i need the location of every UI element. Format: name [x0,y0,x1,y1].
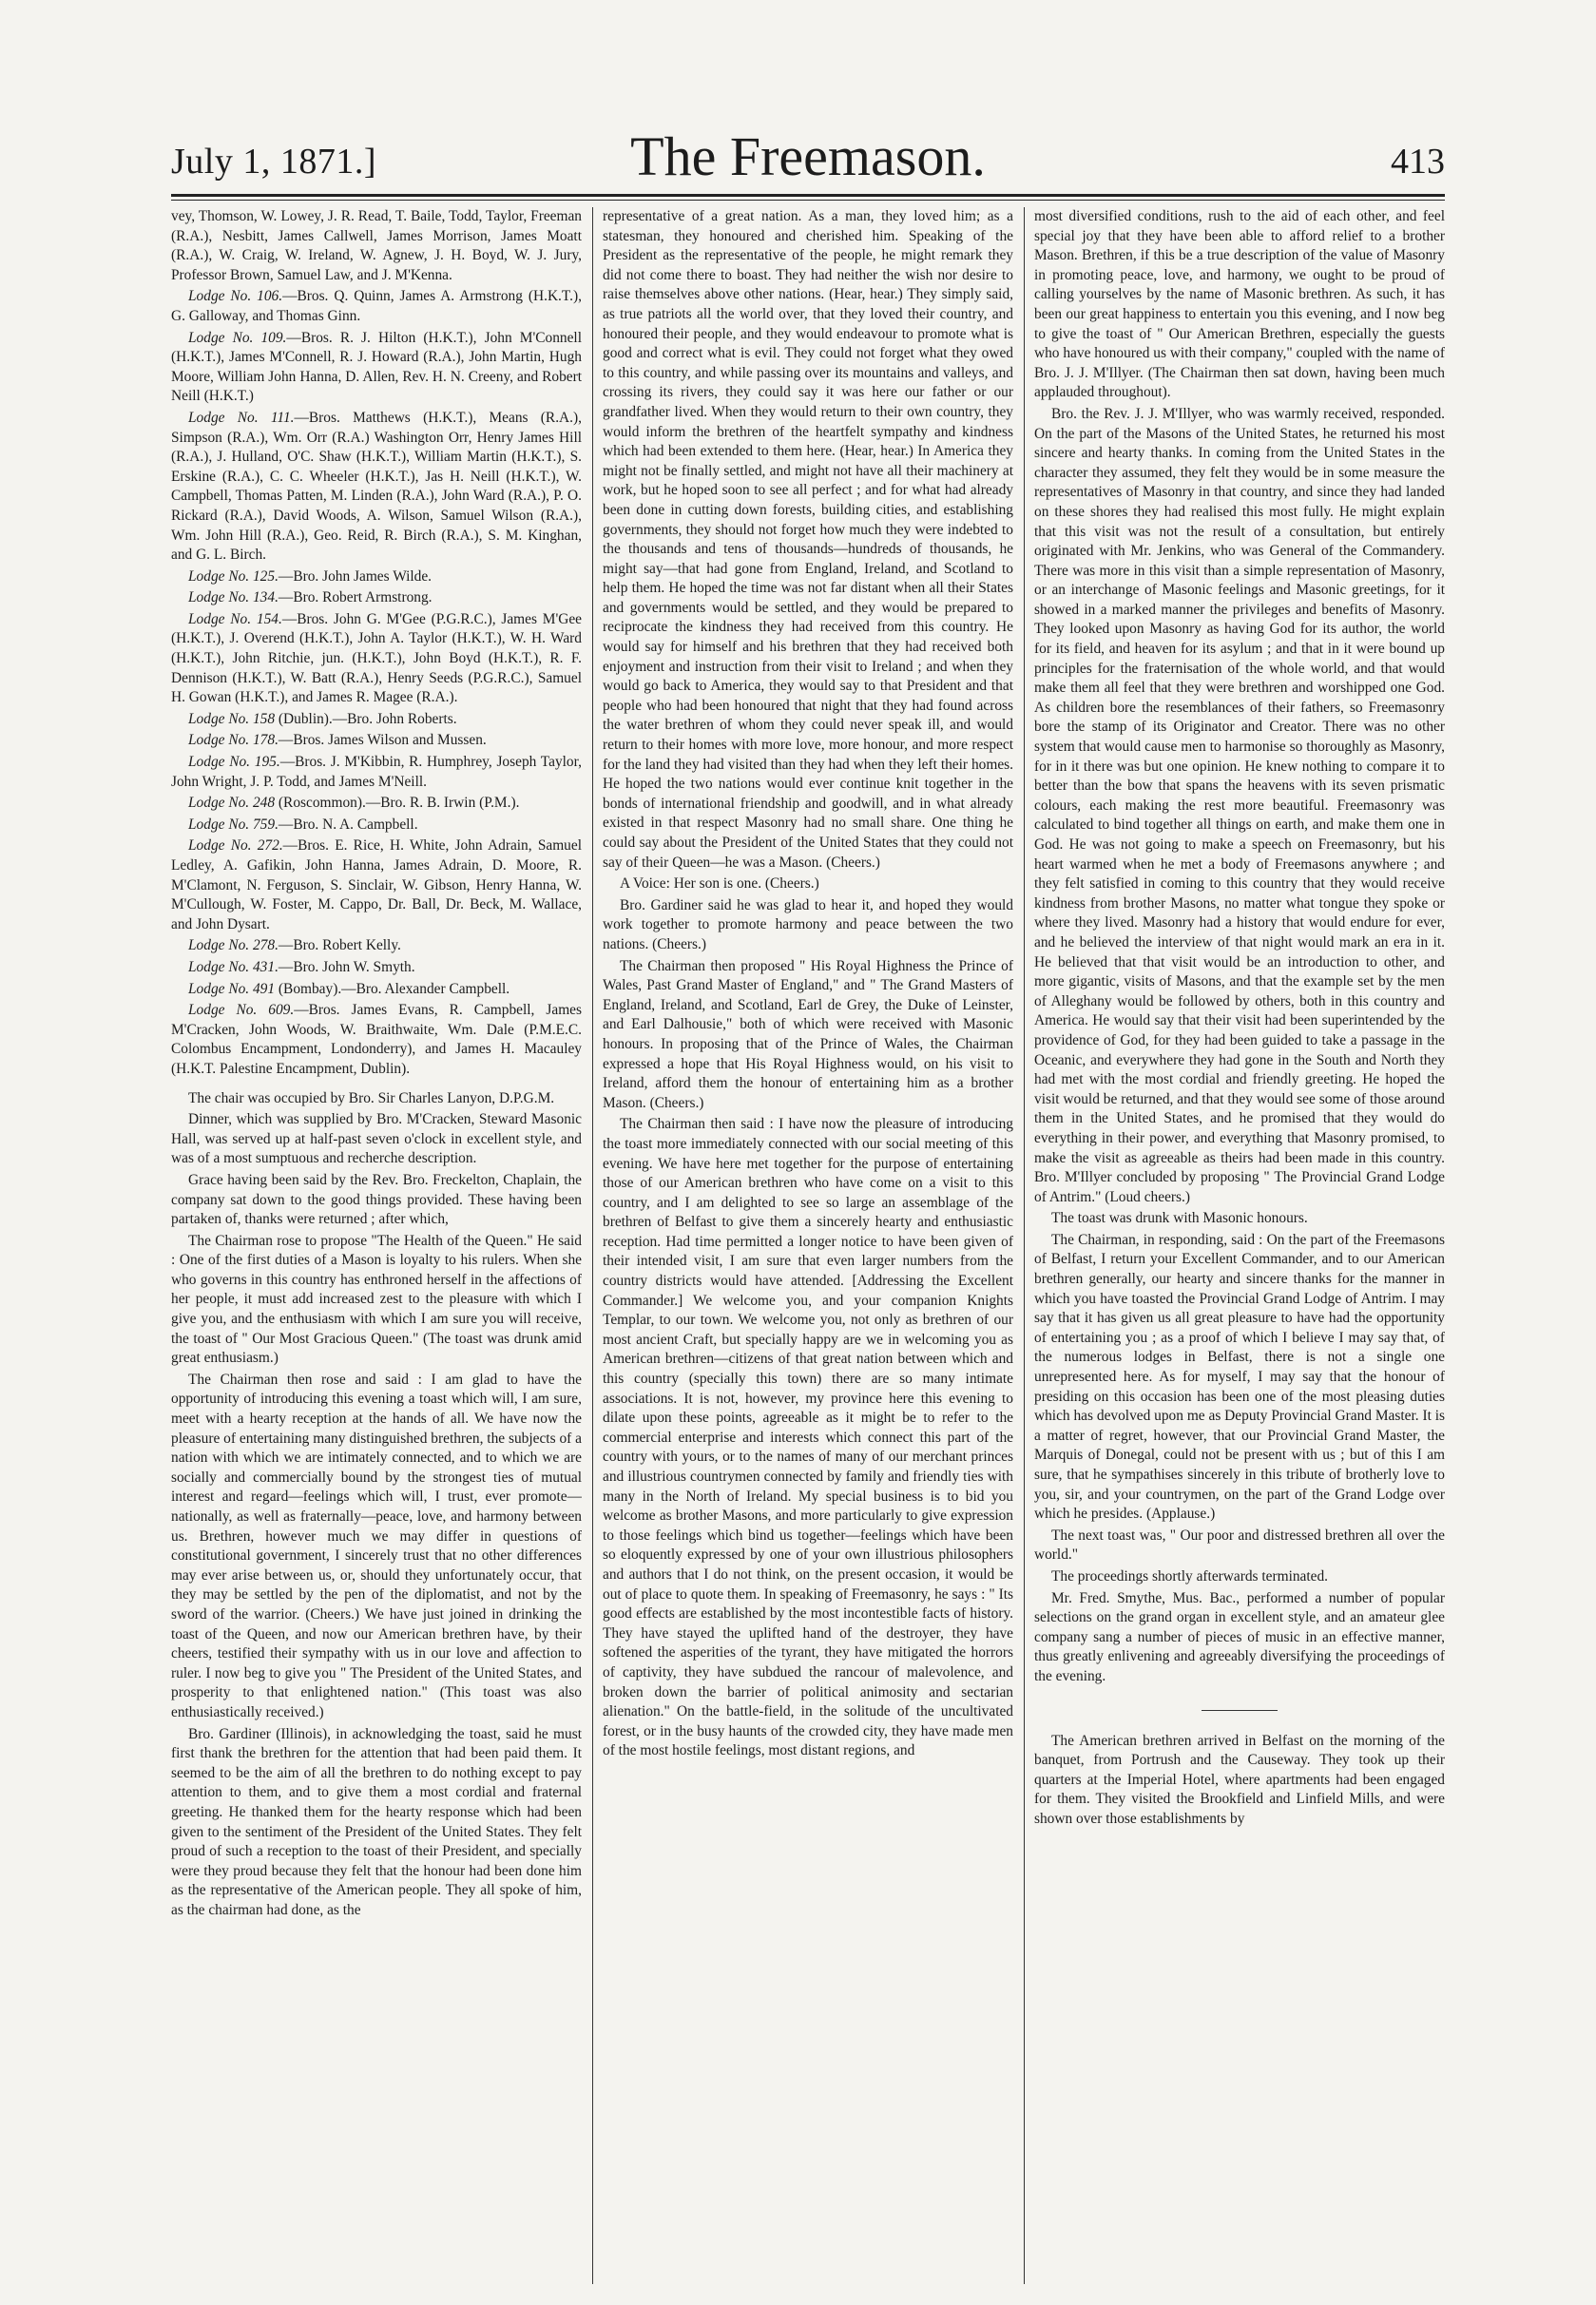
lodge-entry: Lodge No. 431.—Bro. John W. Smyth. [188,958,415,975]
masthead [171,124,1445,190]
page-number: 413 [1391,142,1445,182]
lodge-entry: Lodge No. 178.—Bros. James Wilson and Mussen. [188,732,487,749]
article-paragraph: The Chairman then rose and said : I am glad to have the opportunity of introducing this evening a toast which will, I am sure, meet with a hearty reception at the hands of all. We have now the pleasure of entertaining many distinguished brethren, the subjects of a nation with which we are intimately connected, and to which we are socially and commercially bound by the strongest ties of mutual interest and regard—feelings which will, I trust, ever promote—nationally, as well as fraternally—peace, love, and harmony between us. Brethren, however much we may differ in questions of constitutional government, I sincerely trust that no other differences may ever arise between us, or, should they unfortunately occur, that they may be settled by the pen of the diplomatist, and not by the sword of the warrior. (Cheers.) We have just joined in drinking the toast of the Queen, and now our American brethren have, by their cheers, testified their sympathy with us in our love and affection to ruler. I now beg to give you " The President of the United States, and prosperity to that enlightened nation." (This toast was also enthusiastically received.) [171,1371,582,1720]
article-paragraph: Grace having been said by the Rev. Bro. Freckelton, Chaplain, the company sat down to the good things provided. These having been partaken of, thanks were returned ; after which, [171,1171,582,1228]
column-divider [1024,207,1025,2284]
article-paragraph: Dinner, which was supplied by Bro. M'Cracken, Steward Masonic Hall, was served up at half-past seven o'clock in excellent style, and was of a most sumptuous and recherche description. [171,1111,582,1167]
lodge-entry: Lodge No. 248 (Roscommon).—Bro. R. B. Irwin (P.M.). [188,795,520,812]
article-paragraph: most diversified conditions, rush to the aid of each other, and feel special joy that they have been able to afford relief to a brother Mason. Brethren, if this be a true description of the value of Masonry in promoting peace, love, and harmony, we ought to be proud of calling yourselves by the name of Masonic brethren. As such, it has been our great happiness to entertain you this evening, and I now beg to give the toast of " Our American Brethren, especially the guests who have honoured us with their company," coupled with the name of Bro. J. J. M'Illyer. (The Chairman then sat down, having been much applauded throughout). [1034,208,1445,401]
column-3 [1034,207,1445,2284]
lodge-entry: Lodge No. 134.—Bro. Robert Armstrong. [188,589,433,606]
article-paragraph: The chair was occupied by Bro. Sir Charles Lanyon, D.P.G.M. [188,1089,555,1106]
article-paragraph: Mr. Fred. Smythe, Mus. Bac., performed a number of popular selections on the grand organ in excellent style, and an amateur glee company sang a number of pieces of music in an effective manner, thus greatly enlivening and agreeably diversifying the proceedings of the evening. [1034,1589,1445,1684]
lodge-entry: Lodge No. 154.—Bros. John G. M'Gee (P.G.R.C.), James M'Gee (H.K.T.), J. Overend (H.K.T.), John A. Taylor (H.K.T.), W. H. Ward (H.K.T.), John Ritchie, jun. (H.K.T.), John Boyd (H.K.T.), R. F. Dennison (H.K.T.), W. Batt (R.A.), Henry Seeds (P.G.R.C.), Samuel H. Gowan (H.K.T.), and James R. Magee (R.A.). [171,610,582,706]
article-paragraph: Bro. the Rev. J. J. M'Illyer, who was warmly received, responded. On the part of the Masons of the United States, he returned his most sincere and hearty thanks. In coming from the United States in the character they assumed, they felt they would be in some measure the representatives of Masonry in that country, and since they had landed on these shores they had realised this most fully. He might explain that this visit was not the result of a consultation, but entirely originated with Mr. Jenkins, who was General of the Commandery. There was more in this visit than a simple representation of Masonry, or an interchange of Masonic feelings and Masonic greetings, for it showed in a marked manner the privileges and benefits of Masonry. They looked upon Masonry as having God for its author, the world for its field, and heaven for its asylum ; and that in it were bound up principles for the fraternisation of the whole world, and that would make them all feel that they were brethren and worshipped one God. As children bore the resemblances of their fathers, so Freemasonry bore the stamp of its Originator and Creator. There was no other system that would cause men to harmonise so thoroughly as Masonry, for in it there was but one opinion. He knew nothing to compare it to better than the bow that spans the heavens with its seven prismatic colours, each making the rest more beautiful. Freemasonry was calculated to bind together all things on earth, and make them one in God. He was not going to make a speech on Freemasonry, but his heart warmed when he met a body of Freemasons anywhere ; and they felt satisfied in coming to this country that they would receive kindness from brother Masons, no matter what tongue they spoke or where they lived. Masonry had a history that would endure for ever, and he believed the interview of that night would mark an era in it. He believed that that visit would be an introduction to other, and more gigantic, visits of Masons, and that the example set by the men of Alleghany would be followed by others, both in this country and America. He would say that their visit had been superintended by the providence of God, for they had been guided to take a passage in the Oceanic, and everywhere they had gone in the South and North they had met with the most cordial and friendly greeting. He hoped the visit would be returned, and that they would see some of those around them in the United States, and he promised that they would do everything in their power, and everything that Masonry promised, to make the visit as agreeable as theirs had been made in this country. Bro. M'Illyer concluded by proposing " The Provincial Grand Lodge of Antrim." (Loud cheers.) [1034,405,1445,1205]
column-2 [603,207,1013,2284]
lodge-entry: vey, Thomson, W. Lowey, J. R. Read, T. Baile, Todd, Taylor, Freeman (R.A.), Nesbitt, James Callwell, James Morrison, James Moatt (R.A.), W. Craig, W. Ireland, W. Agnew, J. H. Boyd, W. J. Jury, Professor Brown, Samuel Law, and J. M'Kenna. [171,208,582,283]
lodge-entry: Lodge No. 609.—Bros. James Evans, R. Campbell, James M'Cracken, John Woods, W. Braithwaite, Wm. Dale (P.M.E.C. Colombus Encampment, Londonderry), and James H. Macauley (H.K.T. Palestine Encampment, Dublin). [171,1002,582,1077]
lodge-entry: Lodge No. 491 (Bombay).—Bro. Alexander Campbell. [188,980,510,997]
section-separator [1202,1710,1278,1711]
article-paragraph: The Chairman rose to propose "The Health of the Queen." He said : One of the first duties of a Mason is loyalty to his rulers. When she who governs in this country has enthroned herself in the affections of her people, it must add increased zest to the pleasure with which I give you, and the enthusiasm with which I am sure you will receive, the toast of " Our Most Gracious Queen." (The toast was drunk amid great enthusiasm.) [171,1232,582,1367]
lodge-entry: Lodge No. 195.—Bros. J. M'Kibbin, R. Humphrey, Joseph Taylor, John Wright, J. P. Todd, and James M'Neill. [171,754,582,790]
article-paragraph: Bro. Gardiner (Illinois), in acknowledging the toast, said he must first thank the brethren for the attention that had been paid them. It seemed to be the aim of all the brethren to do nothing except to pay attention to them, and to give them a most cordial and fraternal greeting. He thanked them for the hearty response which had been given to the sentiment of the President of the United States. They felt proud of such a reception to the toast of their President, and specially were they proud because they felt that the honour had been done him as the representative of the American people. They all spoke of him, as the chairman had done, as the [171,1725,582,1918]
lodge-entry: Lodge No. 272.—Bros. E. Rice, H. White, John Adrain, Samuel Ledley, A. Gafikin, John Hanna, James Adrain, D. Moore, R. M'Clamont, N. Ferguson, S. Sinclair, W. Gibson, Henry Hanna, W. M'Cullough, W. Foster, M. Cappo, Dr. Ball, Dr. Beck, M. Wallace, and John Dysart. [171,837,582,932]
article-paragraph: The Chairman then proposed " His Royal Highness the Prince of Wales, Past Grand Master of England," and " The Grand Masters of England, Ireland, and Scotland, Earl de Grey, the Duke of Leinster, and Earl Dalhousie," both of which were received with Masonic honours. In proposing that of the Prince of Wales, the Chairman expressed a hope that His Royal Highness would, on his visit to Ireland, afford them the honour of entertaining him as a brother Mason. (Cheers.) [603,957,1013,1111]
lodge-entry: Lodge No. 106.—Bros. Q. Quinn, James A. Armstrong (H.K.T.), G. Galloway, and Thomas Ginn. [171,288,582,324]
article-paragraph: The American brethren arrived in Belfast on the morning of the banquet, from Portrush and the Causeway. They took up their quarters at the Imperial Hotel, where apartments had been engaged for them. They visited the Brookfield and Linfield Mills, and were shown over those establishments by [1034,1732,1445,1827]
lodge-entry: Lodge No. 158 (Dublin).—Bro. John Roberts. [188,710,457,727]
lodge-attendance-list [171,207,582,1080]
article-paragraph: The Chairman then said : I have now the pleasure of introducing the toast more immediately connected with our social meeting of this evening. We have here met together for the purpose of entertaining those of our American brethren who have come on a visit to this country, and I am delighted to see so large an assemblage of the brethren of Belfast to give them a sincerely hearty and enthusiastic reception. Had time permitted a longer notice to have been given of their intended visit, I am sure that even larger numbers from the country districts would have attended. [Addressing the Excellent Commander.] We welcome you, and your companion Knights Templar, to our town. We welcome you, not only as brethren of our most ancient Craft, but specially happy are we in welcoming you as American brethren—citizens of that great nation between which and this country (specially this town) there are so many intimate associations. It is not, however, my province here this evening to dilate upon these points, agreeable as it might be to refer to the commercial enterprise and interests which connect this part of the country with yours, or to the names of many of our merchant princes and illustrious countrymen connected by family and friendly ties with many in the North of Ireland. My special business is to bid you welcome as brother Masons, and more particularly to give expression to those feelings which bind us together—feelings which have been so eloquently expressed by one of your own illustrious philosophers and authors that I do not think, on the present occasion, it would be out of place to quote them. In speaking of Freemasonry, he says : " Its good effects are established by the most incontestible facts of history. They have stayed the uplifted hand of the destroyer, they have softened the asperities of the tyrant, they have mitigated the horrors of captivity, they have subdued the rancour of malevolence, and broken down the barrier of political animosity and sectarian alienation." On the battle-field, in the solitude of the uncultivated forest, or in the busy haunts of the crowded city, they have made men of the most hostile feelings, most distant regions, and [603,1116,1013,1759]
article-columns [171,207,1445,2284]
article-paragraph: Bro. Gardiner said he was glad to hear it, and hoped they would work together to promote harmony and peace between the two nations. (Cheers.) [603,896,1013,952]
lodge-entry: Lodge No. 759.—Bro. N. A. Campbell. [188,816,418,833]
lodge-entry: Lodge No. 109.—Bros. R. J. Hilton (H.K.T.), John M'Connell (H.K.T.), James M'Connell, R. J. Howard (R.A.), John Martin, Hugh Moore, William John Hanna, D. Allen, Rev. H. N. Creeny, and Robert Neill (H.K.T.) [171,329,582,405]
issue-date: July 1, 1871.] [171,142,376,182]
publication-title: The Freemason. [630,125,986,187]
article-paragraph: A Voice: Her son is one. (Cheers.) [620,875,819,893]
lodge-entry: Lodge No. 125.—Bro. John James Wilde. [188,567,433,585]
article-paragraph: representative of a great nation. As a man, they loved him; as a statesman, they honoured and cherished him. Speaking of the President as the representative of the people, he might remark they did not come there to boast. They had neither the wish nor desire to raise themselves above other nations. (Hear, hear.) They simply said, as true patriots all the world over, that they loved their country, and honoured their people, and they would endeavour to promote what is good and correct what is evil. They could not forget what they owed to this country, and while passing over its mountains and valleys, and crossing its rivers, they could say it was here our father or our grandfather lived. When they would return to their own country, they would inform the brethren of the heartfelt sympathy and kindness which had been extended to them here. (Hear, hear.) In America they might not be finally settled, and might not have all their machinery at work, but he hoped soon to see all perfect ; and for what had already been done in cutting down forests, building cities, and establishing governments, they should not forget how much they were indebted to the thousands and tens of thousands—hundreds of thousands, he might say—that had gone from England, Ireland, and Scotland to help them. He hoped the time was not far distant when all their States and governments would be settled, and they would be prepared to reciprocate the kindness they had received from this country. He would say for himself and his brethren that they had received both enjoyment and instruction from their visit to Ireland ; and when they would go back to America, they would say to that President and that people who had been honoured that night that they had found across the water brethren of whom they could never speak ill, and would return to their homes with more love, more honour, and more respect for the land they had visited than they had when they left their homes. He hoped the two nations would ever continue knit together in the bonds of international friendship and goodwill, and in what already existed in that respect Masonry had no small share. One thing he could say about the President of the United States that they could not say of their Queen—he was a Mason. (Cheers.) [603,208,1013,871]
header-rule [171,194,1445,197]
article-paragraph: The next toast was, " Our poor and distressed brethren all over the world." [1034,1527,1445,1564]
header-rule-thin [171,200,1445,201]
column-divider [592,207,593,2284]
lodge-entry: Lodge No. 278.—Bro. Robert Kelly. [188,937,401,954]
article-paragraph: The proceedings shortly afterwards terminated. [1051,1567,1329,1585]
article-paragraph: The Chairman, in responding, said : On the part of the Freemasons of Belfast, I return your Excellent Commander, and to our American brethren generally, our hearty and sincere thanks for the manner in which you have toasted the Provincial Grand Lodge of Antrim. I may say that it has given us all great pleasure to have had the opportunity of entertaining you ; as a proof of which I believe I may say that, of the numerous lodges in Belfast, there is not a single one unrepresented here. As for myself, I may say that the honour of presiding on this occasion has been one of the most pleasing duties which has devolved upon me as Deputy Provincial Grand Master. It is a matter of regret, however, that our Provincial Grand Master, the Marquis of Donegal, could not be present with us ; but of this I am sure, that he sympathises sincerely in this tribute of brotherly love to you, sir, and your countrymen, on the part of the Grand Lodge over which he presides. (Applause.) [1034,1231,1445,1523]
column-1 [171,207,582,2284]
article-paragraph: The toast was drunk with Masonic honours. [1051,1210,1308,1227]
lodge-entry: Lodge No. 111.—Bros. Matthews (H.K.T.), Means (R.A.), Simpson (R.A.), Wm. Orr (R.A.) Washington Orr, Henry James Hill (R.A.), J. Hulland, O'C. Shaw (H.K.T.), William Martin (H.K.T.), S. Erskine (R.A.), C. C. Wheeler (H.K.T.), Jas H. Neill (H.K.T.), W. Campbell, Thomas Patten, M. Linden (R.A.), John Ward (R.A.), P. O. Rickard (R.A.), David Woods, A. Wilson, Samuel Wilson (R.A.), Wm. John Hill (R.A.), Geo. Reid, R. Birch (R.A.), S. M. Kinghan, and G. L. Birch. [171,409,582,564]
